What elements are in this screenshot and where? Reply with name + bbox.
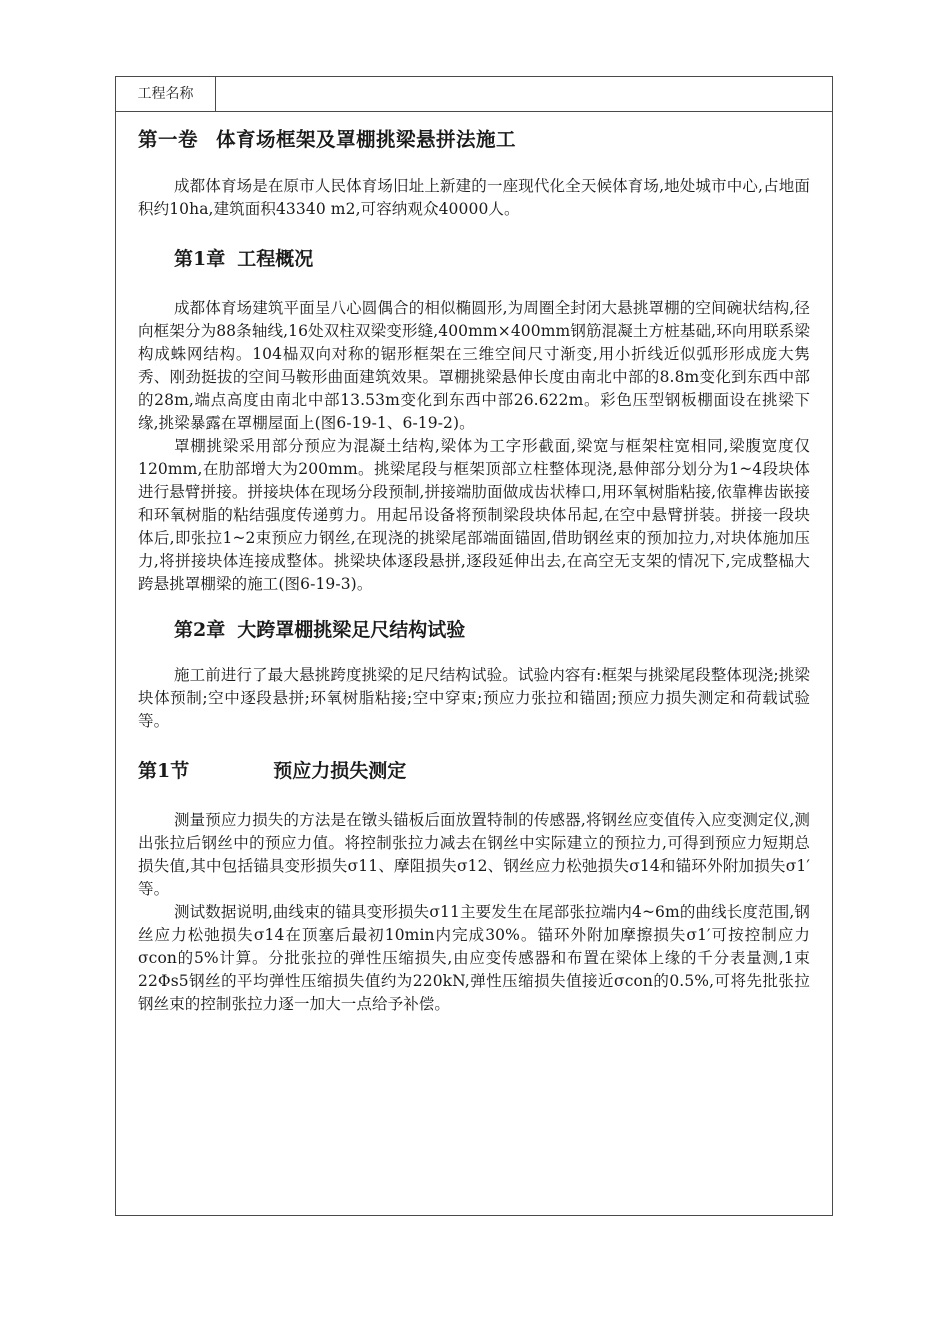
chapter-2-heading	[174, 616, 810, 644]
document-frame	[115, 76, 833, 1216]
header-row	[116, 77, 832, 112]
chapter-2-number: 第2章	[174, 619, 226, 641]
chapter-1-paragraph: 罩棚挑梁采用部分预应为混凝土结构,梁体为工字形截面,梁宽与框架柱宽相同,梁腹宽度仅120mm,在肋部增大为200mm。挑梁尾段与框架顶部立柱整体现浇,悬伸部分划分为1~4段块体进行悬臂拼接。拼接块体在现场分段预制,拼接端肋面做成齿状棒口,用环氧树脂粘接,依靠榫齿嵌接和环氧树脂的粘结强度传递剪力。用起吊设备将预制梁段块体吊起,在空中悬臂拼装。拼接一段块体后,即张拉1~2束预应力钢丝,在现浇的挑梁尾部端面锚固,借助钢丝束的预加拉力,对块体施加压力,将拼接块体连接成整体。挑梁块体逐段悬拼,逐段延伸出去,在高空无支架的情况下,完成整榀大跨悬挑罩棚梁的施工(图6-19-3)。	[138, 437, 810, 593]
section-1-number: 第1节	[138, 760, 190, 782]
chapter-1-paragraph: 成都体育场建筑平面呈八心圆偶合的相似椭圆形,为周圈全封闭大悬挑罩棚的空间碗状结构,径向框架分为88条轴线,16处双柱双梁变形缝,400mm×400mm钢筋混凝土方桩基础,环向用联系梁构成蛛网结构。104榀双向对称的锯形框架在三维空间尺寸渐变,用小折线近似弧形形成庞大隽秀、刚劲挺拔的空间马鞍形曲面建筑效果。罩棚挑梁悬伸长度由南北中部的8.8m变化到东西中部的28m,端点高度由南北中部13.53m变化到东西中部26.622m。彩色压型钢板棚面设在挑梁下缘,挑梁暴露在罩棚屋面上(图6-19-1、6-19-2)。	[138, 299, 810, 432]
volume-number: 第一卷	[138, 128, 199, 151]
chapter-2-paragraph: 施工前进行了最大悬挑跨度挑梁的足尺结构试验。试验内容有:框架与挑梁尾段整体现浇;挑梁块体预制;空中逐段悬拼;环氧树脂粘接;空中穿束;预应力张拉和锚固;预应力损失测定和荷载试验等。	[138, 666, 810, 730]
chapter-1-title: 工程概况	[237, 248, 314, 270]
section-1-heading	[138, 757, 810, 785]
chapter-1-heading	[174, 245, 810, 273]
volume-intro-paragraph: 成都体育场是在原市人民体育场旧址上新建的一座现代化全天候体育场,地处城市中心,占地面积约10ha,建筑面积43340 m2,可容纳观众40000人。	[138, 177, 810, 218]
document-body	[138, 112, 810, 1016]
volume-title: 体育场框架及罩棚挑梁悬拼法施工	[216, 128, 517, 151]
project-name-value	[216, 77, 832, 111]
project-name-label: 工程名称	[116, 77, 216, 111]
section-1-paragraph: 测试数据说明,曲线束的锚具变形损失σ11主要发生在尾部张拉端内4~6m的曲线长度范围,钢丝应力松弛损失σ14在顶塞后最初10min内完成30%。锚环外附加摩擦损失σ1′可按控制应力σcon的5%计算。分批张拉的弹性压缩损失,由应变传感器和布置在梁体上缘的千分表量测,1束22Φs5钢丝的平均弹性压缩损失值约为220kN,弹性压缩损失值接近σcon的0.5%,可将先批张拉钢丝束的控制张拉力逐一加大一点给予补偿。	[138, 903, 810, 1013]
section-1-title: 预应力损失测定	[273, 760, 407, 782]
volume-heading	[138, 126, 810, 154]
chapter-2-title: 大跨罩棚挑梁足尺结构试验	[237, 619, 466, 641]
section-1-paragraph: 测量预应力损失的方法是在镦头锚板后面放置特制的传感器,将钢丝应变值传入应变测定仪,测出张拉后钢丝中的预应力值。将控制张拉力减去在钢丝中实际建立的预拉力,可得到预应力短期总损失值,其中包括锚具变形损失σ11、摩阻损失σ12、钢丝应力松弛损失σ14和锚环外附加损失σ1′等。	[138, 811, 810, 898]
chapter-1-number: 第1章	[174, 248, 226, 270]
